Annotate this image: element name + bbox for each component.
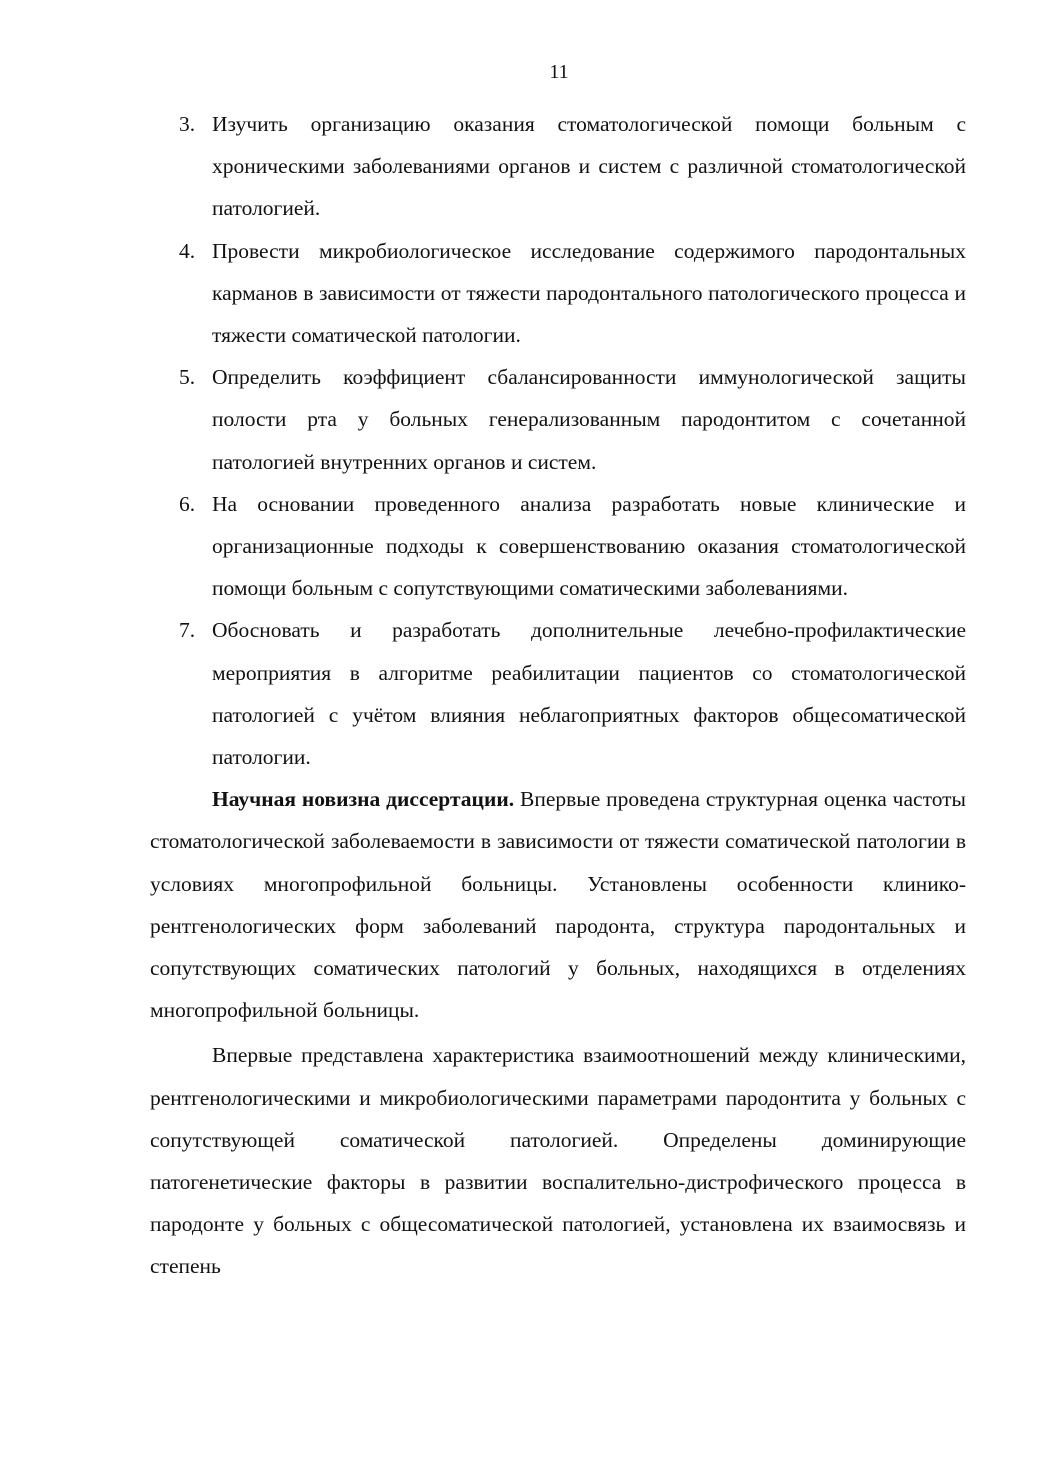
page-number: 11 xyxy=(549,61,569,83)
list-item-text: Определить коэффициент сбалансированности иммунологической защиты полости рта у больных генерализованным пародонтитом с сочетанной патологией внутренних органов и систем. xyxy=(212,365,966,474)
list-item-number: 7. xyxy=(179,618,196,643)
list-item-text: Провести микробиологическое исследование содержимого пародонтальных карманов в зависимости от тяжести пародонтального патологического процесса и тяжести соматической патологии. xyxy=(212,238,966,348)
novelty-heading: Научная новизна диссертации. xyxy=(212,787,515,812)
list-item-number: 6. xyxy=(179,491,196,516)
list-item-number: 5. xyxy=(179,365,196,390)
list-item-text: Изучить организацию оказания стоматологической помощи больным с хроническими заболеваниями органов и систем с различной стоматологической патологией. xyxy=(212,112,966,221)
novelty-text-1: Впервые проведена структурная оценка частоты стоматологической заболеваемости в зависимости от тяжести соматической патологии в условиях многопрофильной больницы. Установлены особенности клинико-рентгенологических форм заболеваний пародонта, структура пародонтальных и сопутствующих соматических патологий у больных, находящихся в отделениях многопрофильной больницы. xyxy=(150,787,966,1023)
list-item-number: 3. xyxy=(179,112,196,136)
novelty-paragraph-2 xyxy=(150,1034,966,1287)
page-content xyxy=(150,103,966,1288)
novelty-paragraph-1 xyxy=(150,778,966,1031)
list-item-text: На основании проведенного анализа разработать новые клинические и организационные подходы к совершенствованию оказания стоматологической помощи больным с сопутствующими соматическими заболеваниями. xyxy=(212,491,966,601)
list-item xyxy=(150,103,966,230)
list-item-number: 4. xyxy=(179,238,196,263)
list-item xyxy=(150,356,966,483)
list-item xyxy=(150,609,966,778)
list-item xyxy=(150,483,966,610)
list-item-text: Обосновать и разработать дополнительные лечебно-профилактические мероприятия в алгоритме реабилитации пациентов со стоматологической патологией с учётом влияния неблагоприятных факторов общесоматической патологии. xyxy=(212,618,966,770)
novelty-text-2: Впервые представлена характеристика взаимоотношений между клиническими, рентгенологическими и микробиологическими параметрами пародонтита у больных с сопутствующей соматической патологией. Определены доминирующие патогенетические факторы в развитии воспалительно-дистрофического процесса в пародонте у больных с общесоматической патологией, установлена их взаимосвязь и степень xyxy=(150,1043,966,1279)
research-tasks-list xyxy=(150,103,966,778)
list-item xyxy=(150,230,966,357)
